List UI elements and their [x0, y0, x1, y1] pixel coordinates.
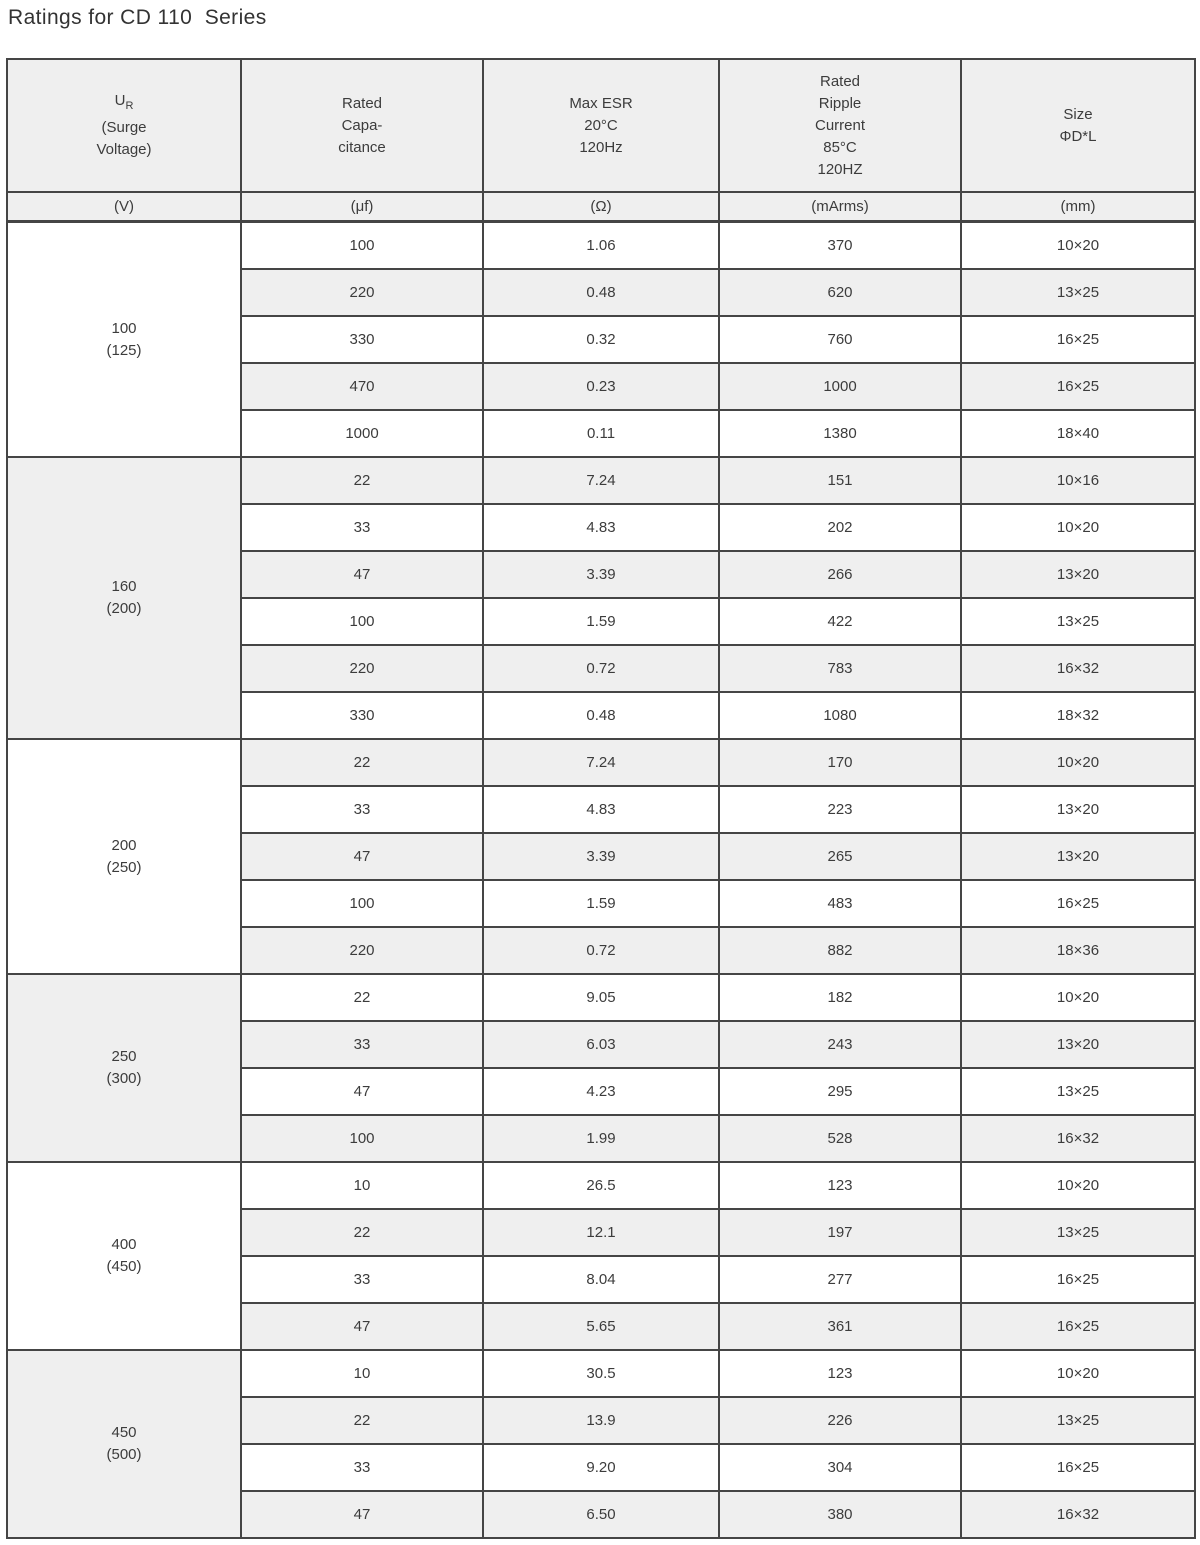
- table-row: [7, 974, 1195, 1021]
- capacitance-cell: 100: [241, 598, 483, 645]
- capacitance-cell: 47: [241, 551, 483, 598]
- capacitance-cell: 22: [241, 974, 483, 1021]
- esr-cell: 6.03: [483, 1021, 719, 1068]
- voltage-group-cell: [7, 222, 241, 458]
- esr-cell: 7.24: [483, 739, 719, 786]
- esr-cell: 9.20: [483, 1444, 719, 1491]
- ripple-current-cell: 380: [719, 1491, 961, 1538]
- voltage-group-cell: [7, 457, 241, 739]
- table-row: [7, 739, 1195, 786]
- size-cell: 10×20: [961, 222, 1195, 270]
- capacitance-cell: 33: [241, 1021, 483, 1068]
- size-cell: 13×25: [961, 598, 1195, 645]
- capacitance-cell: 220: [241, 269, 483, 316]
- ripple-current-cell: 243: [719, 1021, 961, 1068]
- size-cell: 18×36: [961, 927, 1195, 974]
- capacitance-cell: 47: [241, 1491, 483, 1538]
- voltage-group-cell: [7, 1162, 241, 1350]
- size-cell: 13×20: [961, 1021, 1195, 1068]
- esr-cell: 1.99: [483, 1115, 719, 1162]
- surge-voltage-value: (300): [106, 1070, 142, 1087]
- ripple-current-cell: 295: [719, 1068, 961, 1115]
- esr-cell: 0.32: [483, 316, 719, 363]
- ripple-current-cell: 202: [719, 504, 961, 551]
- unit-esr: (Ω): [483, 192, 719, 222]
- size-cell: 13×25: [961, 1397, 1195, 1444]
- units-row: [7, 192, 1195, 222]
- esr-cell: 4.83: [483, 786, 719, 833]
- table-body: [7, 222, 1195, 1539]
- ripple-current-cell: 277: [719, 1256, 961, 1303]
- capacitance-cell: 470: [241, 363, 483, 410]
- esr-cell: 4.83: [483, 504, 719, 551]
- size-cell: 10×20: [961, 1350, 1195, 1397]
- capacitance-cell: 100: [241, 880, 483, 927]
- ripple-current-cell: 483: [719, 880, 961, 927]
- size-cell: 16×32: [961, 1115, 1195, 1162]
- capacitance-cell: 22: [241, 457, 483, 504]
- size-cell: 18×40: [961, 410, 1195, 457]
- esr-cell: 13.9: [483, 1397, 719, 1444]
- esr-cell: 0.48: [483, 692, 719, 739]
- ripple-current-cell: 123: [719, 1350, 961, 1397]
- unit-ripple: (mArms): [719, 192, 961, 222]
- size-cell: 16×25: [961, 316, 1195, 363]
- table-header: [7, 59, 1195, 222]
- ripple-current-cell: 182: [719, 974, 961, 1021]
- capacitance-cell: 220: [241, 645, 483, 692]
- ripple-current-cell: 882: [719, 927, 961, 974]
- voltage-value: 200: [111, 836, 137, 854]
- capacitance-cell: 33: [241, 1444, 483, 1491]
- voltage-value: 160: [111, 578, 137, 595]
- esr-cell: 12.1: [483, 1209, 719, 1256]
- table-row: [7, 1162, 1195, 1209]
- size-cell: 16×25: [961, 363, 1195, 410]
- size-cell: 16×32: [961, 1491, 1195, 1538]
- voltage-symbol: U: [114, 92, 126, 109]
- esr-cell: 0.11: [483, 410, 719, 457]
- col-header-surge-voltage: $U_R$ (Surge Voltage): [7, 59, 241, 192]
- size-cell: 16×32: [961, 645, 1195, 692]
- esr-cell: 9.05: [483, 974, 719, 1021]
- col-header-rated-capacitance: Rated Capa- citance: [241, 59, 483, 192]
- esr-cell: 0.72: [483, 927, 719, 974]
- ripple-current-cell: 151: [719, 457, 961, 504]
- ripple-current-cell: 223: [719, 786, 961, 833]
- capacitance-cell: 100: [241, 1115, 483, 1162]
- size-cell: 10×20: [961, 1162, 1195, 1209]
- capacitance-cell: 47: [241, 833, 483, 880]
- col-header-rated-ripple-current: Rated Ripple Current 85°C 120HZ: [719, 59, 961, 192]
- capacitance-cell: 330: [241, 692, 483, 739]
- unit-voltage: (V): [7, 192, 241, 222]
- ripple-current-cell: 123: [719, 1162, 961, 1209]
- voltage-group-cell: [7, 974, 241, 1162]
- size-cell: 16×25: [961, 880, 1195, 927]
- size-cell: 16×25: [961, 1256, 1195, 1303]
- voltage-value: 400: [111, 1236, 137, 1253]
- ripple-current-cell: 226: [719, 1397, 961, 1444]
- capacitance-cell: 10: [241, 1162, 483, 1209]
- esr-cell: 4.23: [483, 1068, 719, 1115]
- esr-cell: 8.04: [483, 1256, 719, 1303]
- size-cell: 18×32: [961, 692, 1195, 739]
- size-cell: 10×16: [961, 457, 1195, 504]
- voltage-group-cell: [7, 739, 241, 974]
- esr-cell: 0.72: [483, 645, 719, 692]
- ripple-current-cell: 1000: [719, 363, 961, 410]
- esr-cell: 6.50: [483, 1491, 719, 1538]
- esr-cell: 1.59: [483, 598, 719, 645]
- capacitance-cell: 47: [241, 1068, 483, 1115]
- ratings-table: [6, 58, 1196, 1539]
- unit-capacitance: (μf): [241, 192, 483, 222]
- capacitance-cell: 10: [241, 1350, 483, 1397]
- voltage-symbol-subscript: R: [125, 100, 134, 112]
- esr-cell: 26.5: [483, 1162, 719, 1209]
- size-cell: 16×25: [961, 1303, 1195, 1350]
- size-cell: 13×20: [961, 551, 1195, 598]
- esr-cell: 1.59: [483, 880, 719, 927]
- capacitance-cell: 47: [241, 1303, 483, 1350]
- esr-cell: 30.5: [483, 1350, 719, 1397]
- ripple-current-cell: 265: [719, 833, 961, 880]
- table-row: [7, 222, 1195, 270]
- ripple-current-cell: 304: [719, 1444, 961, 1491]
- size-cell: 10×20: [961, 974, 1195, 1021]
- capacitance-cell: 330: [241, 316, 483, 363]
- size-cell: 13×20: [961, 786, 1195, 833]
- ripple-current-cell: 783: [719, 645, 961, 692]
- capacitance-cell: 22: [241, 1209, 483, 1256]
- size-cell: 13×25: [961, 1209, 1195, 1256]
- capacitance-cell: 220: [241, 927, 483, 974]
- esr-cell: 0.48: [483, 269, 719, 316]
- surge-voltage-value: (500): [106, 1446, 142, 1463]
- ripple-current-cell: 1380: [719, 410, 961, 457]
- size-cell: 16×25: [961, 1444, 1195, 1491]
- table-row: [7, 457, 1195, 504]
- capacitance-cell: 22: [241, 739, 483, 786]
- capacitance-cell: 33: [241, 1256, 483, 1303]
- surge-voltage-value: (250): [106, 858, 142, 876]
- unit-size: (mm): [961, 192, 1195, 222]
- size-cell: 10×20: [961, 504, 1195, 551]
- capacitance-cell: 22: [241, 1397, 483, 1444]
- ripple-current-cell: 1080: [719, 692, 961, 739]
- esr-cell: 3.39: [483, 551, 719, 598]
- surge-voltage-value: (450): [106, 1258, 142, 1275]
- page-title: Ratings for CD 110 Series: [8, 6, 267, 29]
- esr-cell: 7.24: [483, 457, 719, 504]
- size-cell: 13×25: [961, 269, 1195, 316]
- size-cell: 10×20: [961, 739, 1195, 786]
- ripple-current-cell: 422: [719, 598, 961, 645]
- capacitance-cell: 33: [241, 786, 483, 833]
- table-row: [7, 1350, 1195, 1397]
- header-row: [7, 59, 1195, 192]
- capacitance-cell: 100: [241, 222, 483, 270]
- size-cell: 13×20: [961, 833, 1195, 880]
- col-header-size: Size ΦD*L: [961, 59, 1195, 192]
- voltage-group-cell: [7, 1350, 241, 1538]
- ripple-current-cell: 170: [719, 739, 961, 786]
- voltage-value: 450: [111, 1424, 137, 1441]
- ripple-current-cell: 620: [719, 269, 961, 316]
- size-cell: 13×25: [961, 1068, 1195, 1115]
- voltage-value: 100: [111, 319, 137, 337]
- ripple-current-cell: 266: [719, 551, 961, 598]
- ripple-current-cell: 760: [719, 316, 961, 363]
- esr-cell: 3.39: [483, 833, 719, 880]
- surge-voltage-value: (125): [106, 341, 142, 359]
- col-header-max-esr: Max ESR 20°C 120Hz: [483, 59, 719, 192]
- esr-cell: 1.06: [483, 222, 719, 270]
- esr-cell: 5.65: [483, 1303, 719, 1350]
- surge-voltage-value: (200): [106, 600, 142, 617]
- capacitance-cell: 33: [241, 504, 483, 551]
- voltage-value: 250: [111, 1048, 137, 1065]
- ripple-current-cell: 528: [719, 1115, 961, 1162]
- ripple-current-cell: 370: [719, 222, 961, 270]
- esr-cell: 0.23: [483, 363, 719, 410]
- ripple-current-cell: 197: [719, 1209, 961, 1256]
- capacitance-cell: 1000: [241, 410, 483, 457]
- ripple-current-cell: 361: [719, 1303, 961, 1350]
